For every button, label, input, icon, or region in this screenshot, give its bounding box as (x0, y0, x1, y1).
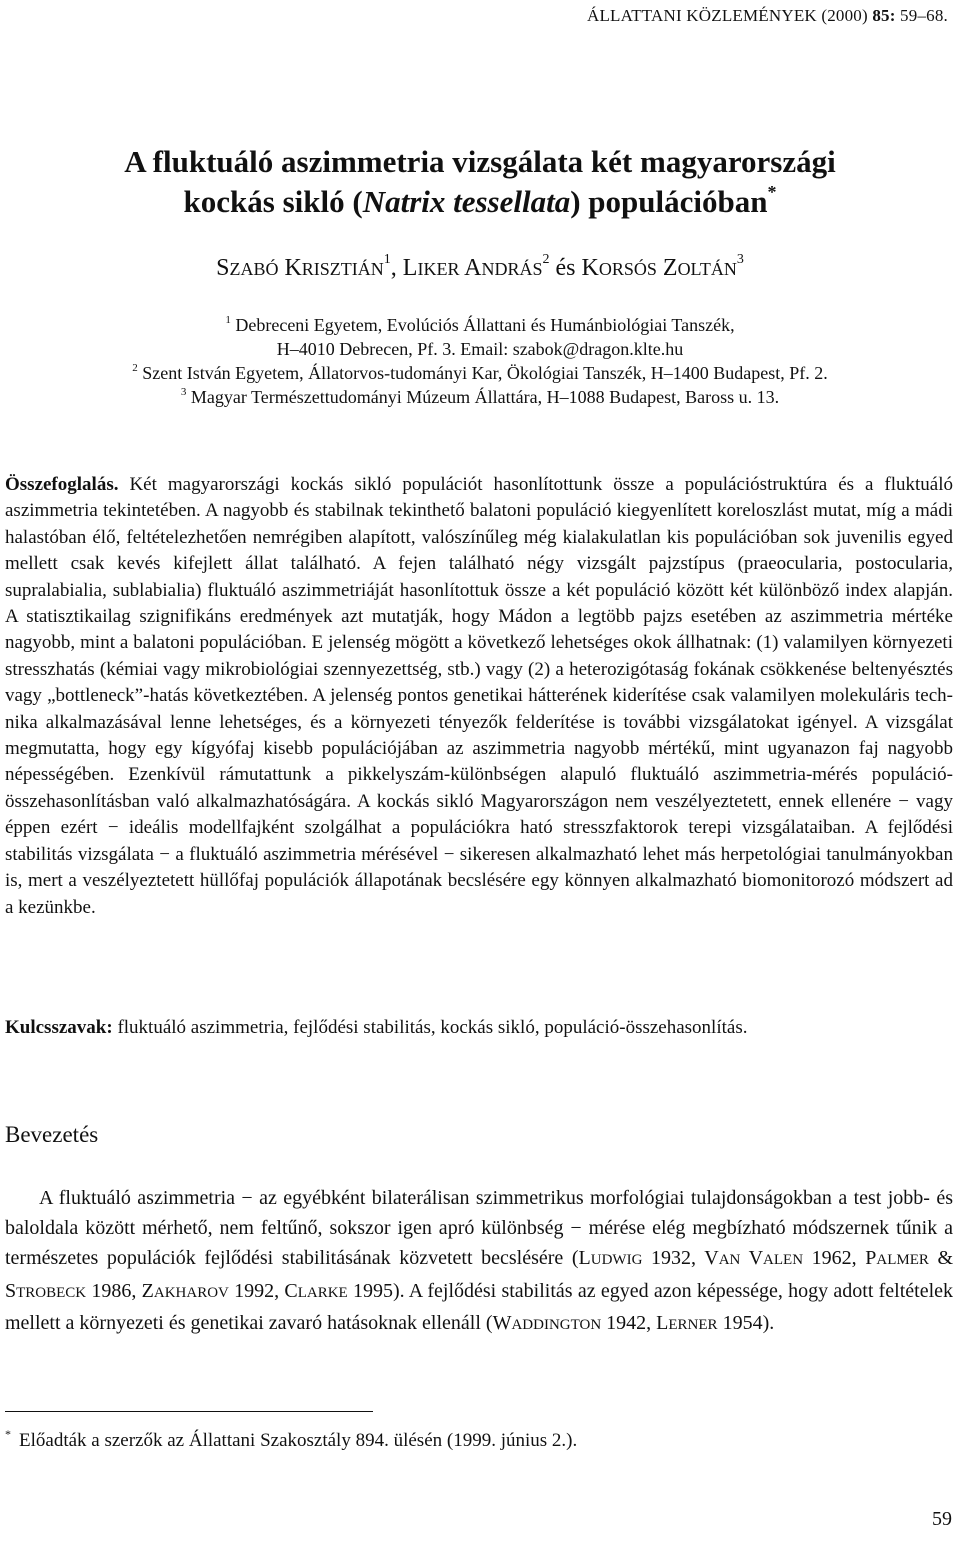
affiliations (0, 313, 960, 409)
footnote-divider (5, 1411, 373, 1412)
author-2: LIKER ANDRÁS$^2$ (402, 252, 550, 281)
footnote-mark: * (5, 1427, 11, 1441)
page-number: 59 (932, 1508, 952, 1530)
footnote-text: Előadták a szerzők az Állattani Szakosztály 894. ülésén (1999. június 2.). (19, 1430, 578, 1451)
title-line-1: A fluktuáló aszimmetria vizsgálata két magyarországi (124, 144, 836, 179)
journal-pages: 59–68. (900, 6, 948, 25)
author-3: KORSÓS ZOLTÁN$^3$ (581, 252, 744, 281)
citation: ZAKHAROV 1992, (141, 1279, 285, 1302)
author-list: SZABÓ KRISZTIÁN$^1$, LIKER ANDRÁS$^2$ és KORSÓS ZOLTÁN$^3$ (216, 252, 744, 281)
citation: VAN VALEN 1962, (704, 1247, 866, 1270)
journal-volume: 85: (872, 6, 896, 25)
introduction-paragraph: A fluktuáló aszimmetria − az egyébként bilaterálisan szimmetrikus morfológiai tulajdonságokban a test jobb- és baloldala között mérhető, nem feltűnő, sokszor igen apró különbség − mérése elég megbízható módszernek tűnik a természetes populációk fejlődési stabilitásának közvetett becslésére (LUDWIG 1932, VAN VALEN 1962, PALMER & STROBECK 1986, ZAKHAROV 1992, CLARKE 1995). A fejlődési stabilitás az egyed azon képessége, hogy adott feltételek mellett a környezeti és genetikai zavaró hatásoknak ellenáll (WADDINGTON 1942, LERNER 1954). (5, 1187, 954, 1334)
keywords (5, 1015, 953, 1041)
section-heading-introduction: Bevezetés (5, 1122, 99, 1147)
affiliation-1: $^1$ Debreceni Egyetem, Evolúciós Állattani és Humánbiológiai Tanszék, (225, 314, 735, 335)
footnote (5, 1429, 577, 1453)
article-title (0, 142, 960, 222)
species-name: Natrix tessellata (362, 184, 571, 219)
keywords-label: Kulcsszavak: (5, 1017, 113, 1038)
affiliation-2: $^2$ Szent István Egyetem, Állatorvos-tudományi Kar, Ökológiai Tanszék, H–1400 Budapest, Pf. 2. (132, 362, 828, 383)
abstract (5, 472, 953, 921)
author-1: SZABÓ KRISZTIÁN$^1$ (216, 252, 391, 281)
affiliation-1-address: H–4010 Debrecen, Pf. 3. Email: szabok@dragon.klte.hu (276, 339, 684, 359)
abstract-label: Összefoglalás. (5, 474, 119, 495)
citation: LERNER 1954). (656, 1311, 775, 1334)
citation: WADDINGTON 1942, (492, 1311, 657, 1334)
running-head (587, 6, 948, 26)
citation: PALMER & STROBECK 1986, (5, 1247, 954, 1302)
title-footnote-mark: * (767, 182, 777, 202)
affiliation-3: $^3$ Magyar Természettudományi Múzeum Állattára, H–1088 Budapest, Baross u. 13. (180, 386, 780, 407)
abstract-text: Két magyarországi kockás sikló populációt hasonlítottunk össze a populációstruktúra és a fluktuáló aszimmetria tekintetében. A nagyobb és stabilnak tekinthető balatoni populáció kiegyenlített koreloszlást mutat, míg a mádi halastóban élő, feltételezhetően nemrégiben alapított, valószínűleg még kialakulatlan kis populációban sok juvenilis egyed mellett csak kevés kifejlett állat található. A fejen található négy vizsgált pajzstípus (praeocularia, postocularia, supralabialia, sublabialia) fluktuáló aszimmetriáját hasonlítottuk össze a két populáció között két különböző index alapján. A statisztikailag szignifikáns eredmények azt mutatják, hogy Mádon a legtöbb pajzs esetében az aszimmetria mértéke nagyobb, mint a balatoni populációban. E jelenség mögött a következő lehetséges okok állhatnak: (1) valamilyen környezeti stresszhatás (kémiai vagy mikrobiológiai szennyezettség, stb.) vagy (2) a heterozigótaság fokának csökkenése beltenyésztés vagy „bottleneck”-hatás következtében. A jelenség pontos genetikai hátterének kiderítése csak valamilyen molekuláris technika alkalmazásával lenne lehetséges, és a környezeti tényezők felderítése is további vizsgálatokat igényel. A vizsgálat megmutatta, hogy egy kígyófaj kisebb populációjában az aszimmetria nagyobb mértékű, mint ugyanazon faj nagyobb népességében. Ezenkívül rámutattunk a pikkelyszám-különbségen alapuló fluktuáló aszimmetria-mérés populáció-összehasonlításban való alkalmazhatóságára. A kockás sikló Magyarországon nem veszélyeztetett, ennek ellenére − vagy éppen ezért − ideális modellfajként szolgálhat a populációkra ható stresszfaktorok terepi vizsgálataiban. A fejlődési stabilitás vizsgálata − a fluktuáló aszimmetria mérésével − sikeresen alkalmazható lehet más herpetológiai tanulmányokban is, mert a veszélyeztetett hüllőfaj populációk állapotának becslésére egy könnyen alkalmazható biomonitorozó módszert ad a kezünkbe. (5, 474, 953, 918)
citation: LUDWIG 1932, (578, 1247, 705, 1270)
keywords-text: fluktuáló aszimmetria, fejlődési stabilitás, kockás sikló, populáció-összehasonlítás. (117, 1017, 748, 1038)
journal-name: ÁLLATTANI KÖZLEMÉNYEK (2000) (586, 6, 868, 25)
citation: CLARKE 1995). (284, 1279, 409, 1302)
title-line-2: kockás sikló (Natrix tessellata) populációban* (183, 182, 777, 219)
